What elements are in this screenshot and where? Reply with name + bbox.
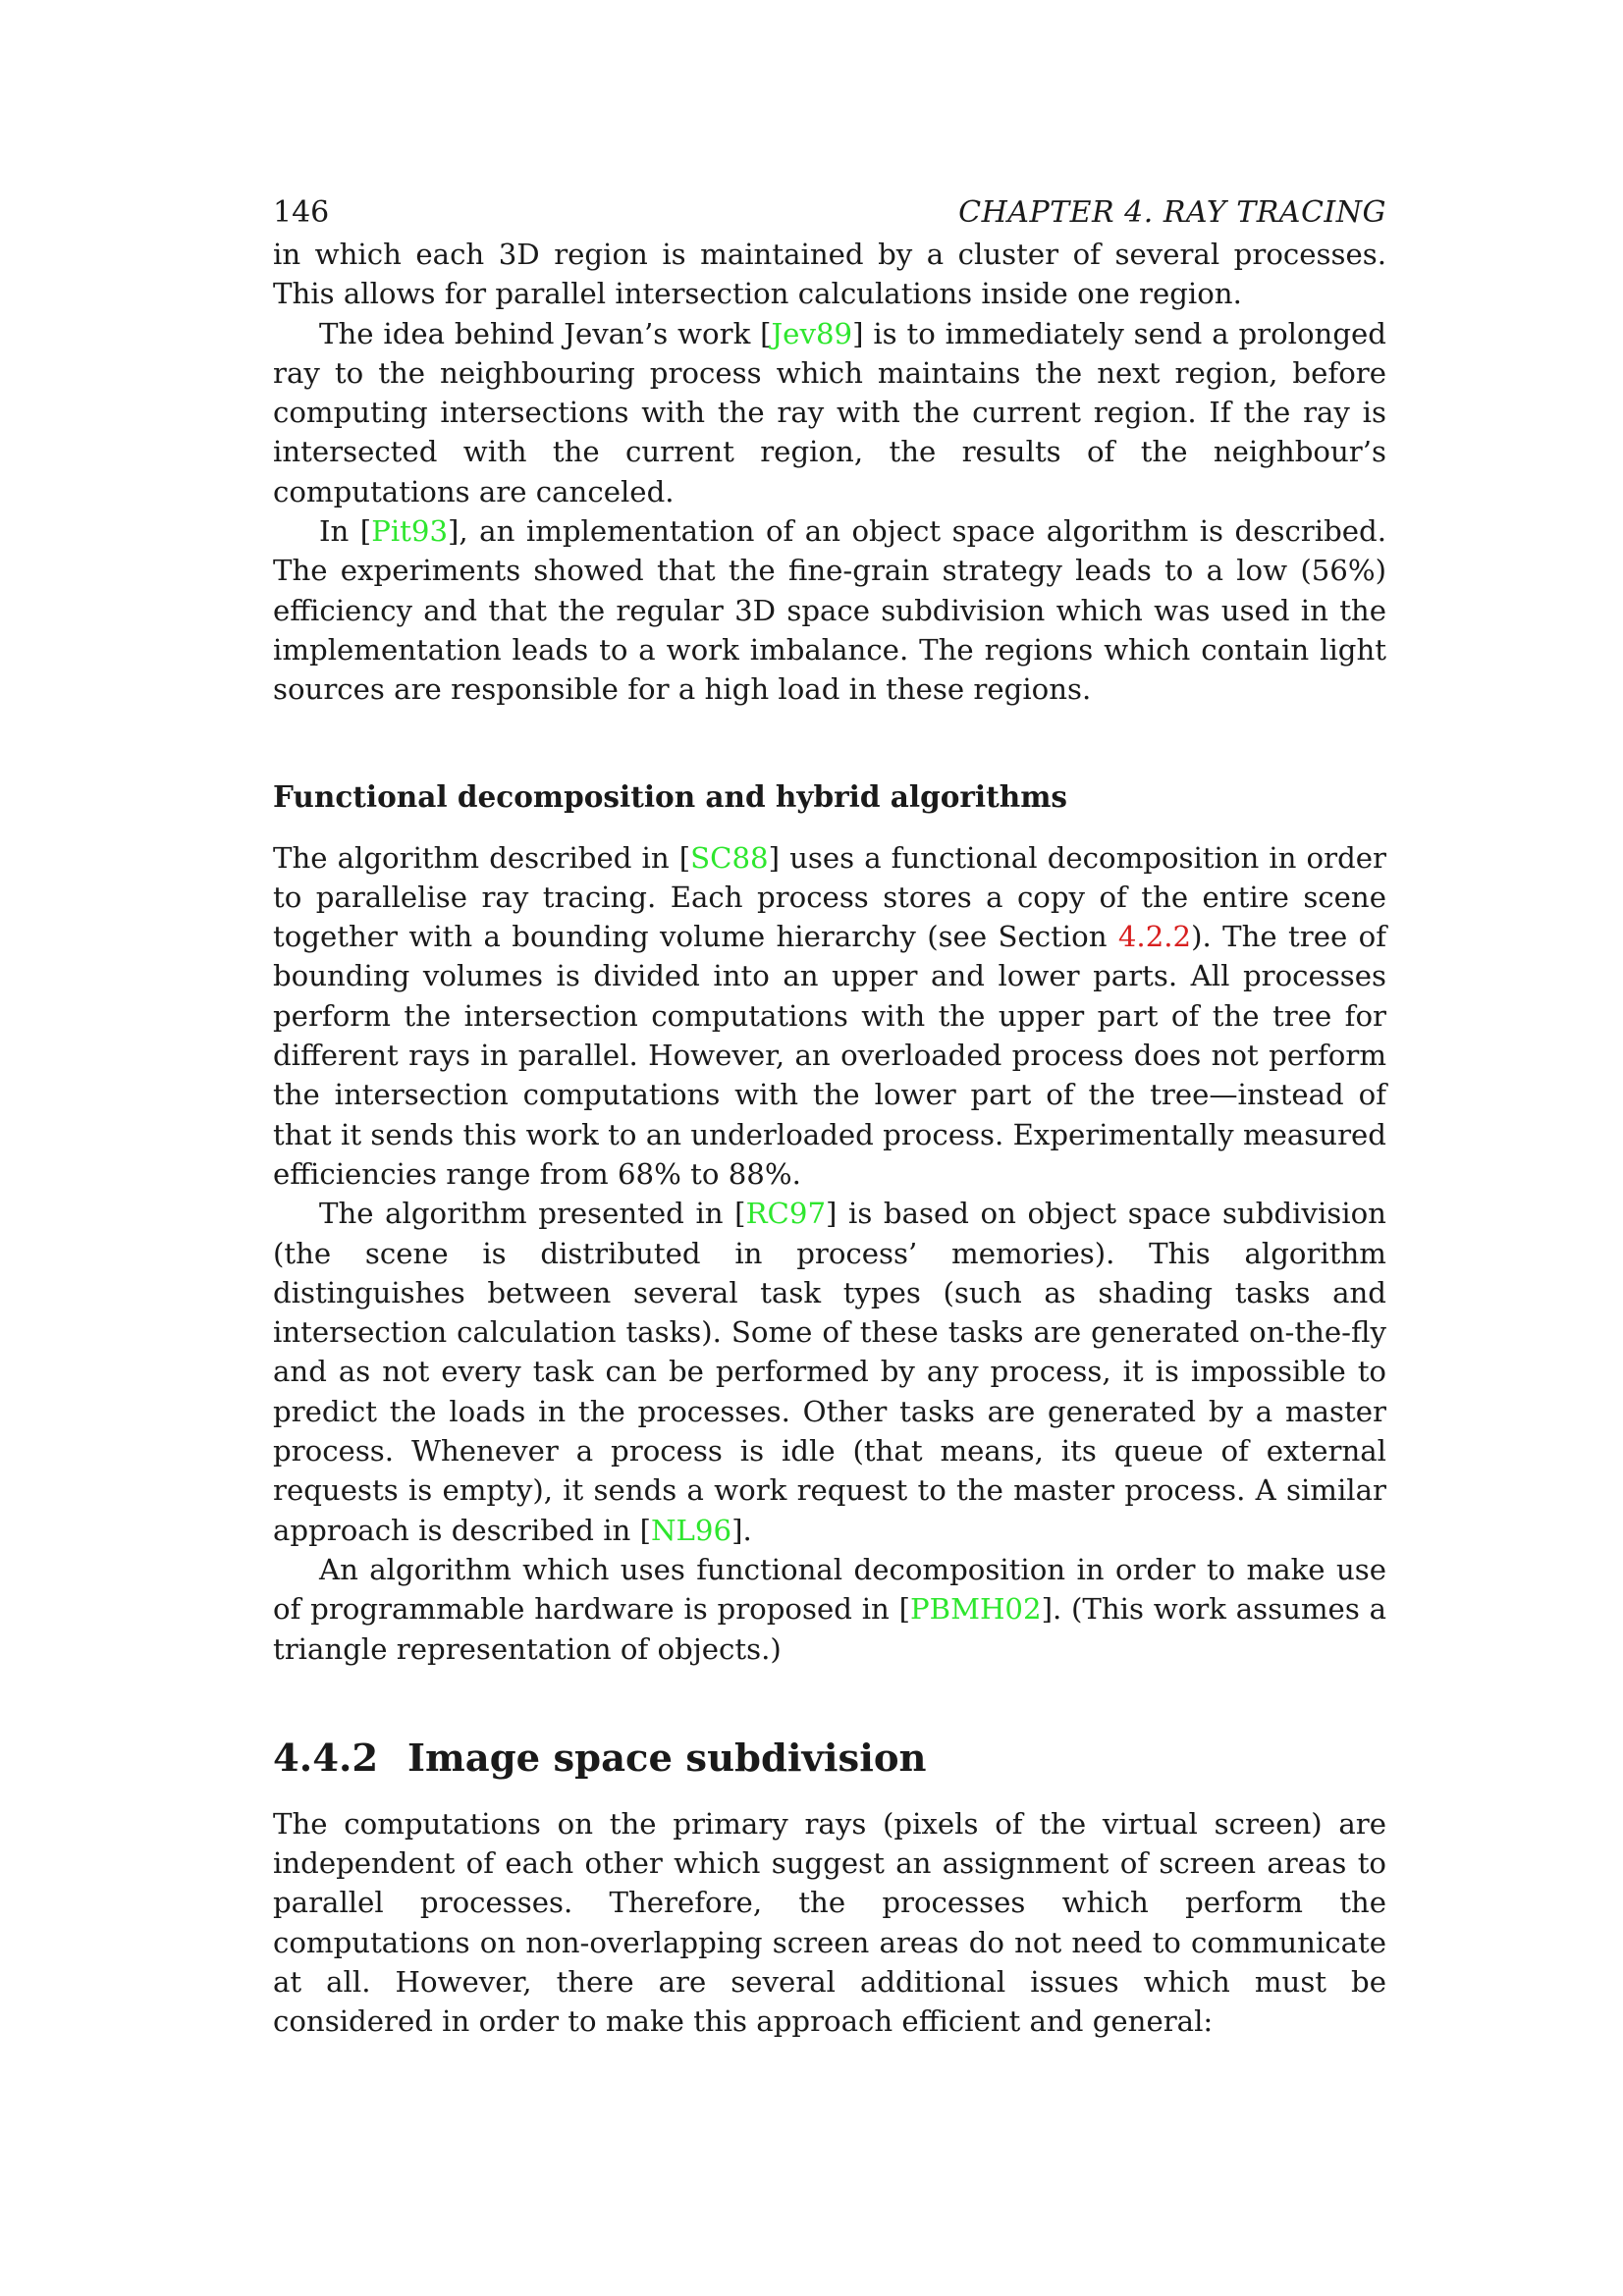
section-number: 4.4.2 <box>273 1735 379 1781</box>
paragraph-text: The algorithm described in [ <box>273 840 691 875</box>
paragraph-7 <box>273 1804 1386 2042</box>
paragraph-text: The computations on the primary rays (pixels of the virtual screen) are independent of each other which suggest an assignment of screen areas to parallel processes. Therefore, the processes which perform the computations on non-overlapping screen areas do not need to communicate at all. However, there are several additional issues which must be considered in order to make this approach efficient and general: <box>273 1806 1386 2039</box>
paragraph-3 <box>273 511 1386 709</box>
citation-link-sc88[interactable]: SC88 <box>690 840 769 875</box>
paragraph-text: ], an implementation of an object space algorithm is described. The experiments showed that the fine-grain strategy leads to a low (56%) efficiency and that the regular 3D space subdivision which was used in the implementation leads to a work imbalance. The regions which contain light sources are responsible for a high load in these regions. <box>273 514 1386 707</box>
paragraph-1 <box>273 235 1386 314</box>
paragraph-text: ] is based on object space subdivision (the scene is distributed in process’ memories). This algorithm distinguishes between several task types (such as shading tasks and intersection calculation tasks). Some of these tasks are generated on-the-fly and as not every task can be performed by any process, it is impossible to predict the loads in the processes. Other tasks are generated by a master process. Whenever a process is idle (that means, its queue of external requests is empty), it sends a work request to the master process. A similar approach is described in [ <box>273 1197 1386 1547</box>
paragraph-text: ] uses a functional decomposition in order to parallelise ray tracing. Each process stores a copy of the entire scene together with a bounding volume hierarchy (see Section <box>273 840 1386 954</box>
paragraph-text: The algorithm presented in [ <box>319 1197 746 1231</box>
paragraph-text: In [ <box>319 514 372 549</box>
paragraph-text: ]. (This work assumes a triangle representation of objects.) <box>273 1592 1386 1666</box>
paragraph-2 <box>273 314 1386 511</box>
paragraph-text: in which each 3D region is maintained by a cluster of several processes. This allows for parallel intersection calculations inside one region. <box>273 238 1386 311</box>
citation-link-pbmh02[interactable]: PBMH02 <box>910 1592 1042 1627</box>
citation-link-rc97[interactable]: RC97 <box>745 1197 827 1231</box>
citation-link-jev89[interactable]: Jev89 <box>771 316 853 350</box>
paragraph-text: ] is to immediately send a prolonged ray to the neighbouring process which maintains the next region, before computing intersections with the ray with the current region. If the ray is intersected with the current region, the results of the neighbour’s computations are canceled. <box>273 316 1386 508</box>
section-heading <box>273 1734 1386 1785</box>
paragraph-5 <box>273 1194 1386 1550</box>
section-reference-link[interactable]: 4.2.2 <box>1117 920 1192 954</box>
section-title: Image space subdivision <box>407 1735 927 1781</box>
paragraph-4 <box>273 838 1386 1195</box>
citation-link-pit93[interactable]: Pit93 <box>371 514 449 549</box>
paragraph-text: An algorithm which uses functional decomposition in order to make use of programmable hardware is proposed in [ <box>273 1552 1386 1627</box>
page-number: 146 <box>273 195 330 230</box>
running-header <box>273 191 1386 235</box>
paragraph-text: ]. <box>731 1513 752 1547</box>
citation-link-nl96[interactable]: NL96 <box>651 1513 732 1547</box>
paragraph-6 <box>273 1550 1386 1669</box>
paragraph-text: The idea behind Jevan’s work [ <box>319 316 772 350</box>
subsection-heading: Functional decomposition and hybrid algorithms <box>273 778 1068 814</box>
paragraph-text: ). The tree of bounding volumes is divided into an upper and lower parts. All processes perform the intersection computations with the upper part of the tree for different rays in parallel. However, an overloaded process does not perform the intersection computations with the lower part of the tree—instead of that it sends this work to an underloaded process. Experimentally measured efficiencies range from 68% to 88%. <box>273 920 1386 1191</box>
chapter-title: CHAPTER 4. RAY TRACING <box>958 195 1386 230</box>
page <box>273 191 1386 2204</box>
